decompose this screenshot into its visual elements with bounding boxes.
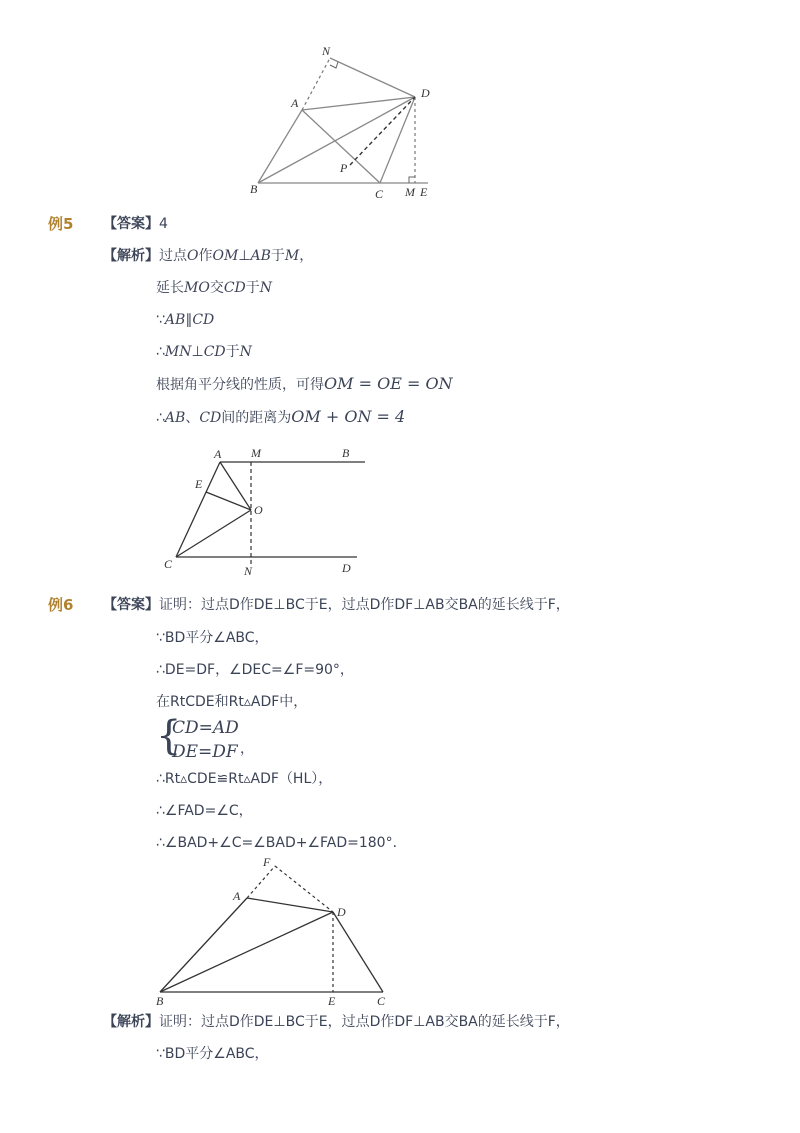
segment-ab <box>160 898 247 992</box>
label-a: A <box>214 447 222 461</box>
analysis-tag: 【解析】 <box>103 1014 159 1030</box>
segment-eo <box>206 492 251 510</box>
formula: OM + ON = 4 <box>291 407 406 426</box>
example5-label: 例5 <box>48 215 74 233</box>
segment-co <box>176 510 251 557</box>
label-c: C <box>164 557 173 571</box>
label-b: B <box>156 994 164 1008</box>
text: 于 <box>245 280 260 296</box>
dashed-fd <box>275 866 333 912</box>
therefore-symbol: ∴ <box>156 344 165 360</box>
math-n: N <box>239 344 252 360</box>
text: 延长 <box>156 280 184 296</box>
example5-answer <box>103 217 168 231</box>
figure-quadrilateral <box>0 0 800 210</box>
math-ab: AB <box>164 410 186 426</box>
analysis-line: 证明：过点D作DE⊥BC于E，过点D作DF⊥AB交BA的延长线于F， <box>159 1014 570 1030</box>
label-e: E <box>420 185 428 199</box>
because-symbol: ∵ <box>156 312 165 328</box>
math-cd: CD <box>203 344 226 360</box>
label-m: M <box>251 446 261 460</box>
segment-bd <box>258 97 415 183</box>
math-ab: AB <box>164 312 186 328</box>
math-mo: MO <box>184 280 210 296</box>
example6-answer <box>103 598 570 612</box>
text: 交 <box>209 280 224 296</box>
label-n: N <box>322 44 331 58</box>
label-e: E <box>328 994 336 1008</box>
dashed-af <box>247 866 275 898</box>
system-tail: ， <box>240 741 254 757</box>
text: 根据角平分线的性质，可得 <box>156 377 324 393</box>
text: 间的距离为 <box>221 410 292 426</box>
right-angle-n <box>330 62 338 68</box>
therefore-symbol: ∴ <box>156 410 165 426</box>
formula: OM = OE = ON <box>324 374 453 393</box>
answer-tag: 【答案】 <box>103 597 159 613</box>
segment-ad <box>247 898 333 912</box>
math-cd: CD <box>199 410 222 426</box>
analysis-tag: 【解析】 <box>103 248 159 264</box>
example6-line5: ∴Rt▵CDE≌Rt▵ADF（HL）， <box>156 771 333 787</box>
label-d: D <box>337 905 346 919</box>
example6-analysis <box>103 1015 570 1029</box>
system-eq1: CD=AD <box>172 718 239 738</box>
dashed-pd <box>350 97 415 165</box>
system-eq2: DE=DF <box>172 742 238 762</box>
segment-bd <box>160 912 333 992</box>
label-f: F <box>263 855 271 869</box>
math-cd: CD <box>223 280 246 296</box>
example6-line2: ∵BD平分∠ABC， <box>156 630 269 646</box>
label-d: D <box>421 86 430 100</box>
math-o: O <box>187 248 199 264</box>
example5-line6 <box>156 409 405 425</box>
segment-dc <box>333 912 383 992</box>
example6-line3: ∴DE=DF，∠DEC=∠F=90°， <box>156 662 354 678</box>
example5-line4 <box>156 345 252 359</box>
label-m: M <box>405 185 415 199</box>
segment-nd <box>330 58 415 97</box>
label-b: B <box>250 182 258 196</box>
segment-cd <box>380 97 415 183</box>
label-e: E <box>195 477 203 491</box>
parallel-symbol: ∥ <box>185 312 193 328</box>
perp-symbol: ⊥ <box>238 248 251 264</box>
answer-tag: 【答案】 <box>103 216 159 232</box>
example6-line7: ∴∠BAD+∠C=∠BAD+∠FAD=180°． <box>156 835 407 851</box>
math-om: OM <box>212 248 239 264</box>
segment-ab <box>258 110 302 183</box>
math-n: N <box>259 280 272 296</box>
answer-line: 证明：过点D作DE⊥BC于E，过点D作DF⊥AB交BA的延长线于F， <box>159 597 570 613</box>
answer-value: 4 <box>159 216 168 232</box>
example6-line4: 在RtCDE和Rt▵ADF中， <box>156 694 308 710</box>
label-c: C <box>375 187 384 201</box>
segment-ac <box>176 462 220 557</box>
example6-analysis-line2: ∵BD平分∠ABC， <box>156 1046 269 1062</box>
example6-label: 例6 <box>48 596 74 614</box>
text: 于 <box>225 344 240 360</box>
math-ab: AB <box>250 248 271 264</box>
example5-line3 <box>156 313 214 327</box>
segment-ao <box>220 462 251 510</box>
label-a: A <box>291 96 299 110</box>
label-n: N <box>244 564 253 578</box>
math-mn: MN <box>164 344 192 360</box>
math-m: M <box>284 248 300 264</box>
left-brace: { <box>156 713 182 759</box>
example5-analysis-line1 <box>103 249 313 263</box>
text: 于 <box>270 248 285 264</box>
math-cd: CD <box>192 312 215 328</box>
label-b: B <box>342 446 350 460</box>
segment-ad <box>302 97 415 110</box>
perp-symbol: ⊥ <box>191 344 204 360</box>
example5-line5 <box>156 376 453 392</box>
dashed-an <box>302 58 330 110</box>
label-d: D <box>342 561 351 575</box>
text: ， <box>299 248 314 264</box>
label-c: C <box>377 994 386 1008</box>
text: 作 <box>198 248 213 264</box>
label-o: O <box>254 503 263 517</box>
label-p: P <box>340 161 348 175</box>
label-a: A <box>233 889 241 903</box>
text: 、 <box>185 410 200 426</box>
example5-line2 <box>156 281 272 295</box>
example6-line6: ∴∠FAD=∠C， <box>156 803 253 819</box>
text: 过点 <box>159 248 187 264</box>
equation-system <box>156 714 276 764</box>
right-angle-m <box>409 177 415 183</box>
